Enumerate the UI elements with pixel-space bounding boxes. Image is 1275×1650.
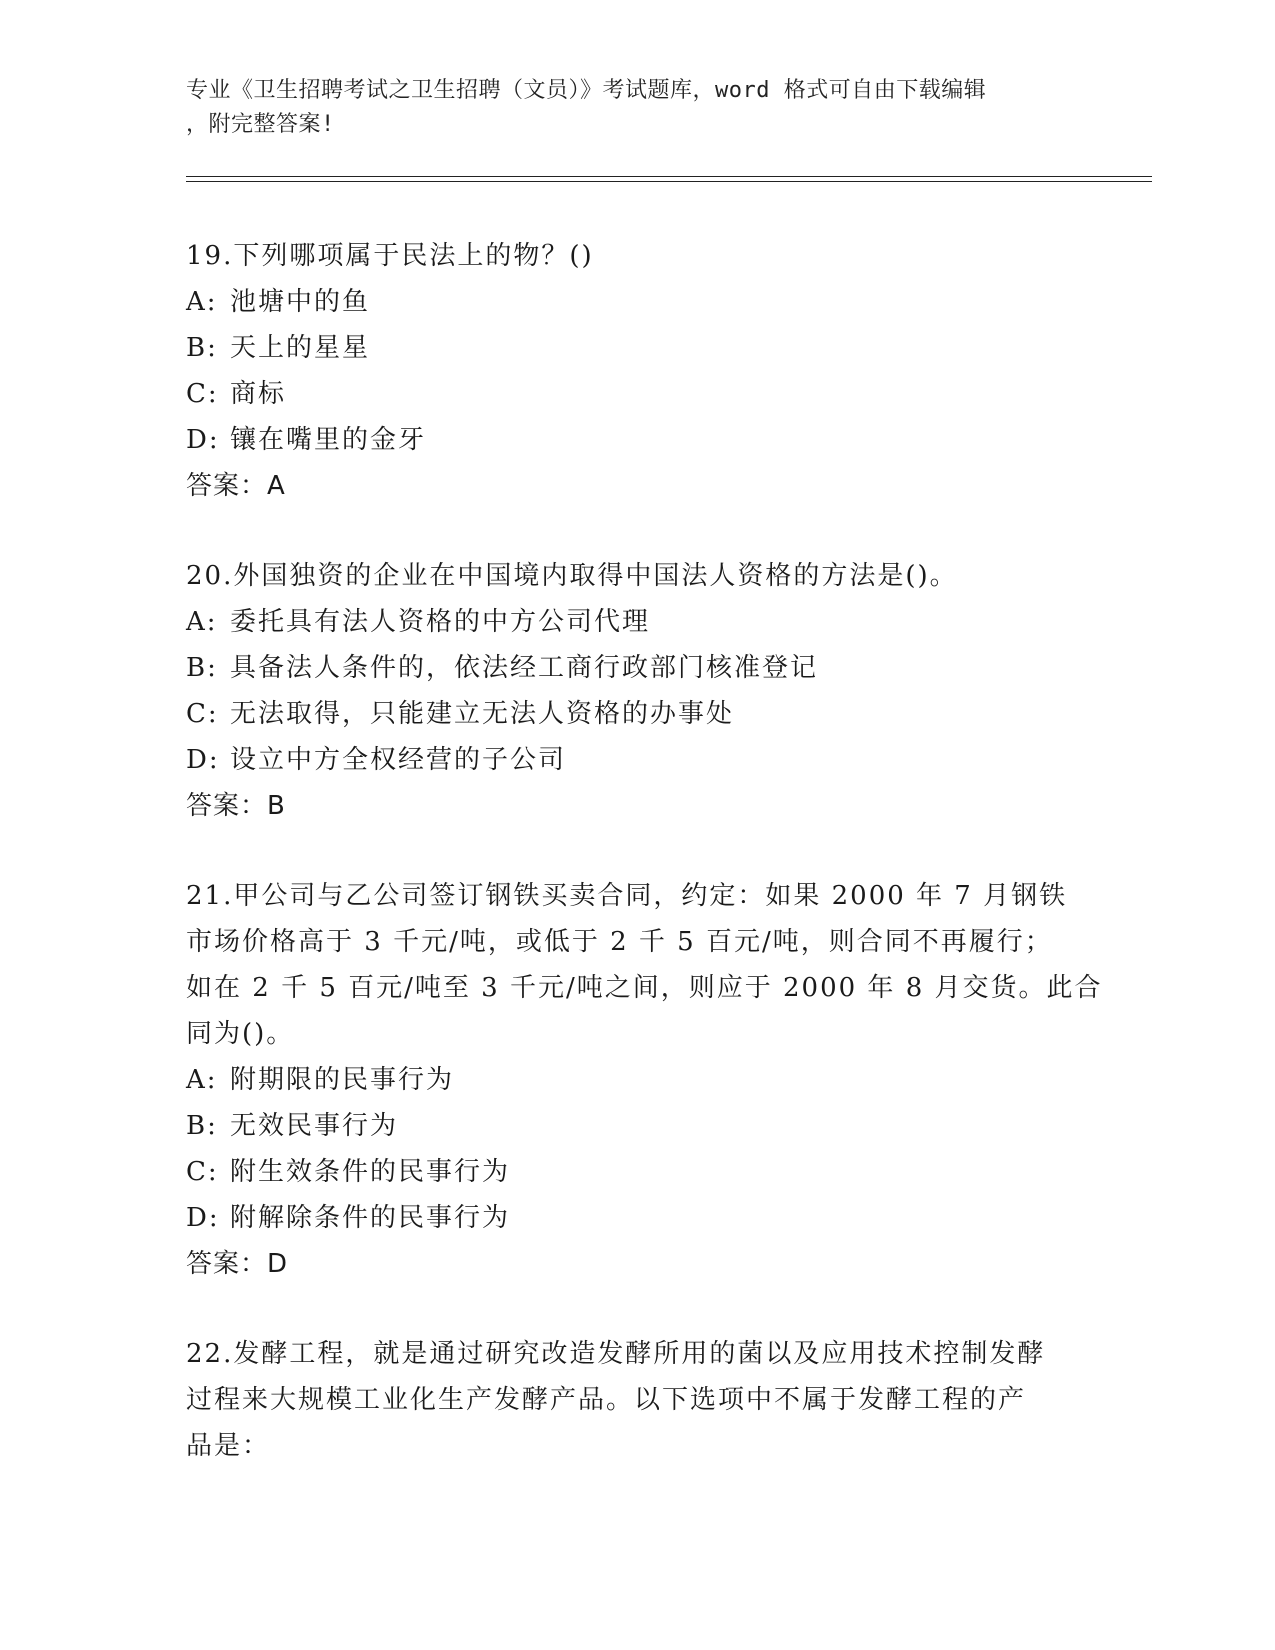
- question-stem-line: 品是：: [186, 1431, 271, 1461]
- question-stem-line: 市场价格高于 3 千元/吨，或低于 2 千 5 百元/吨，则合同不再履行；: [186, 927, 1053, 957]
- option-letter: A:: [186, 607, 218, 637]
- answer-line: 答案：B: [186, 791, 286, 821]
- option-text: 附解除条件的民事行为: [230, 1203, 511, 1233]
- question-stem: [186, 1331, 1086, 1469]
- option-letter: D:: [186, 745, 220, 775]
- option-a: [186, 599, 1086, 645]
- question-stem-line: 19.下列哪项属于民法上的物？(): [186, 241, 594, 271]
- option-text: 无效民事行为: [230, 1111, 399, 1141]
- question-stem: [186, 233, 1086, 279]
- question-stem: [186, 553, 1086, 599]
- option-letter: A:: [186, 1065, 218, 1095]
- answer-line: 答案：A: [186, 471, 286, 501]
- question-21: [186, 873, 1103, 1287]
- question-stem-line: 同为()。: [186, 1019, 295, 1049]
- question-list: [186, 233, 1103, 1513]
- option-c: [186, 691, 1086, 737]
- option-d: [186, 737, 1086, 783]
- question-stem-line: 22.发酵工程，就是通过研究改造发酵所用的菌以及应用技术控制发酵: [186, 1339, 1046, 1369]
- option-text: 商标: [230, 379, 287, 409]
- header-divider-top: [186, 176, 1152, 177]
- option-b: [186, 325, 1086, 371]
- option-letter: B:: [186, 333, 218, 363]
- question-stem-line: 20.外国独资的企业在中国境内取得中国法人资格的方法是()。: [186, 561, 958, 591]
- option-c: [186, 371, 1086, 417]
- option-a: [186, 279, 1086, 325]
- option-text: 附生效条件的民事行为: [230, 1157, 511, 1187]
- question-stem: [186, 873, 1103, 1057]
- option-a: [186, 1057, 1086, 1103]
- header-divider-bottom: [186, 181, 1152, 182]
- question-stem-line: 21.甲公司与乙公司签订钢铁买卖合同，约定：如果 2000 年 7 月钢铁: [186, 881, 1068, 911]
- option-text: 设立中方全权经营的子公司: [230, 745, 567, 775]
- option-text: 委托具有法人资格的中方公司代理: [230, 607, 651, 637]
- answer-line: 答案：D: [186, 1249, 289, 1279]
- option-letter: C:: [186, 1157, 219, 1187]
- option-d: [186, 417, 1086, 463]
- option-letter: A:: [186, 287, 218, 317]
- option-text: 无法取得，只能建立无法人资格的办事处: [230, 699, 735, 729]
- option-b: [186, 645, 1086, 691]
- question-22: [186, 1331, 1086, 1469]
- option-text: 池塘中的鱼: [230, 287, 371, 317]
- option-letter: C:: [186, 699, 219, 729]
- header-line-1: 专业《卫生招聘考试之卫生招聘（文员）》考试题库，word 格式可自由下载编辑: [186, 78, 987, 103]
- option-c: [186, 1149, 1086, 1195]
- question-stem-line: 过程来大规模工业化生产发酵产品。以下选项中不属于发酵工程的产: [186, 1385, 1027, 1415]
- question-19: [186, 233, 1086, 509]
- option-b: [186, 1103, 1086, 1149]
- option-letter: C:: [186, 379, 219, 409]
- question-20: [186, 553, 1086, 829]
- option-text: 天上的星星: [230, 333, 371, 363]
- header-line-2: ，附完整答案!: [186, 112, 335, 137]
- option-d: [186, 1195, 1086, 1241]
- option-text: 镶在嘴里的金牙: [230, 425, 427, 455]
- option-text: 具备法人条件的，依法经工商行政部门核准登记: [230, 653, 819, 683]
- document-header: [186, 74, 1086, 142]
- question-stem-line: 如在 2 千 5 百元/吨至 3 千元/吨之间，则应于 2000 年 8 月交货。此合: [186, 973, 1103, 1003]
- option-letter: B:: [186, 653, 218, 683]
- option-letter: D:: [186, 1203, 220, 1233]
- option-text: 附期限的民事行为: [230, 1065, 455, 1095]
- option-letter: D:: [186, 425, 220, 455]
- option-letter: B:: [186, 1111, 218, 1141]
